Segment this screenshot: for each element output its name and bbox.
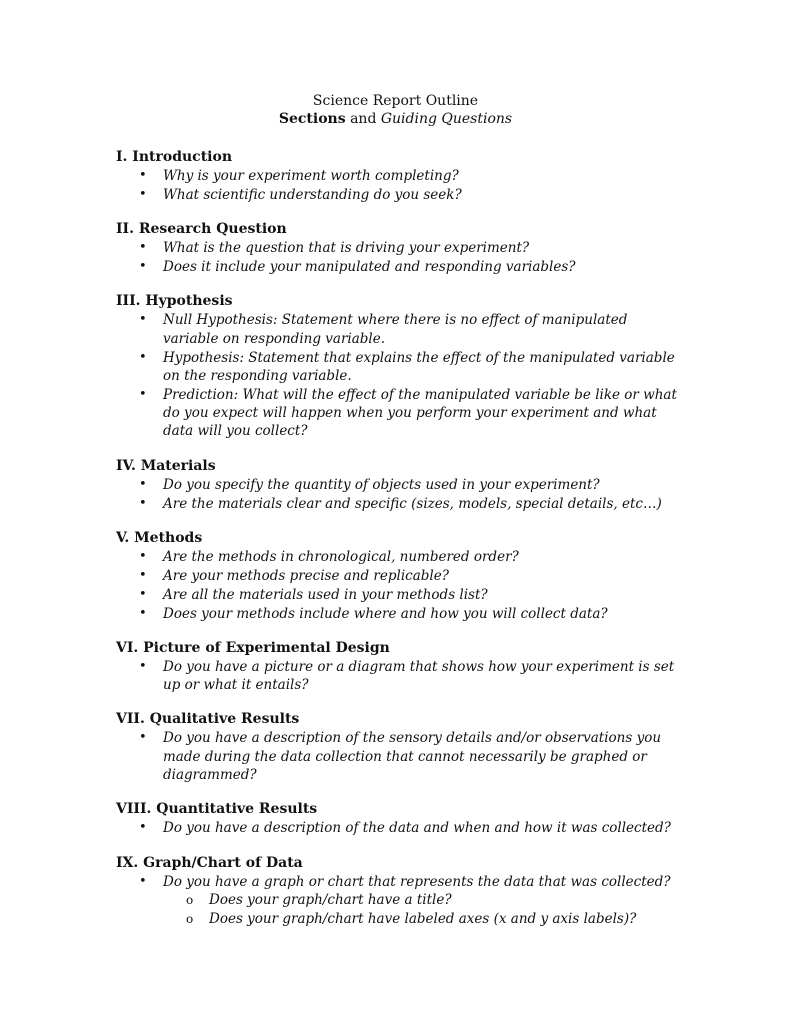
section-qualitative-results [116, 710, 686, 784]
guiding-question: • Prediction: What will the effect of the manipulated variable be like or what do you expect will happen when you perform your experiment and what data will you collect? [116, 386, 686, 441]
section-heading: I. Introduction [116, 149, 232, 165]
guiding-question: • Does your methods include where and how you will collect data? [116, 605, 686, 623]
outline-content [116, 148, 686, 945]
guiding-subquestion: o Does your graph/chart have a title? [116, 891, 686, 909]
guiding-question: • Do you have a picture or a diagram that shows how your experiment is set up or what it entails? [116, 658, 686, 695]
document-title: Science Report Outline [312, 93, 479, 109]
guiding-question: • Does it include your manipulated and responding variables? [116, 258, 686, 276]
section-hypothesis [116, 292, 686, 440]
section-heading: III. Hypothesis [116, 293, 233, 310]
subtitle-bold: Sections [278, 111, 346, 127]
section-quantitative-results [116, 800, 686, 837]
section-materials [116, 457, 686, 513]
guiding-question: • What scientific understanding do you seek? [116, 186, 686, 204]
guiding-question: • Do you specify the quantity of objects used in your experiment? [116, 476, 686, 494]
guiding-question: • Hypothesis: Statement that explains the effect of the manipulated variable on the responding variable. [116, 349, 686, 386]
section-research-question [116, 220, 686, 276]
section-heading: II. Research Question [116, 221, 287, 238]
guiding-question: • Why is your experiment worth completing? [116, 167, 686, 185]
section-heading: VI. Picture of Experimental Design [116, 639, 390, 656]
section-graph-chart [116, 854, 686, 929]
section-methods [116, 529, 686, 623]
section-heading: VII. Qualitative Results [116, 711, 300, 728]
subtitle-connector: and [345, 111, 381, 127]
guiding-question: • Do you have a description of the data and when and how it was collected? [116, 819, 686, 837]
subtitle-italic: Guiding Questions [380, 111, 513, 127]
section-experimental-design [116, 639, 686, 695]
guiding-question: • Do you have a graph or chart that represents the data that was collected? [116, 873, 686, 891]
guiding-question: • Do you have a description of the sensory details and/or observations you made during the data collection that cannot necessarily be graphed or diagrammed? [116, 729, 686, 784]
guiding-question: • Are your methods precise and replicable? [116, 567, 686, 585]
section-heading: IX. Graph/Chart of Data [116, 854, 303, 871]
guiding-question: • Are the materials clear and specific (sizes, models, special details, etc…) [116, 495, 686, 513]
section-heading: VIII. Quantitative Results [116, 801, 318, 818]
section-introduction [116, 148, 686, 204]
guiding-question: • What is the question that is driving your experiment? [116, 239, 686, 257]
document-subtitle [0, 111, 791, 127]
section-heading: V. Methods [116, 529, 203, 546]
guiding-question: • Null Hypothesis: Statement where there is no effect of manipulated variable on responding variable. [116, 311, 686, 348]
guiding-subquestion: o Does your graph/chart have labeled axes (x and y axis labels)? [116, 910, 686, 928]
guiding-question: • Are all the materials used in your methods list? [116, 586, 686, 604]
section-heading: IV. Materials [116, 457, 216, 474]
guiding-question: • Are the methods in chronological, numbered order? [116, 548, 686, 566]
